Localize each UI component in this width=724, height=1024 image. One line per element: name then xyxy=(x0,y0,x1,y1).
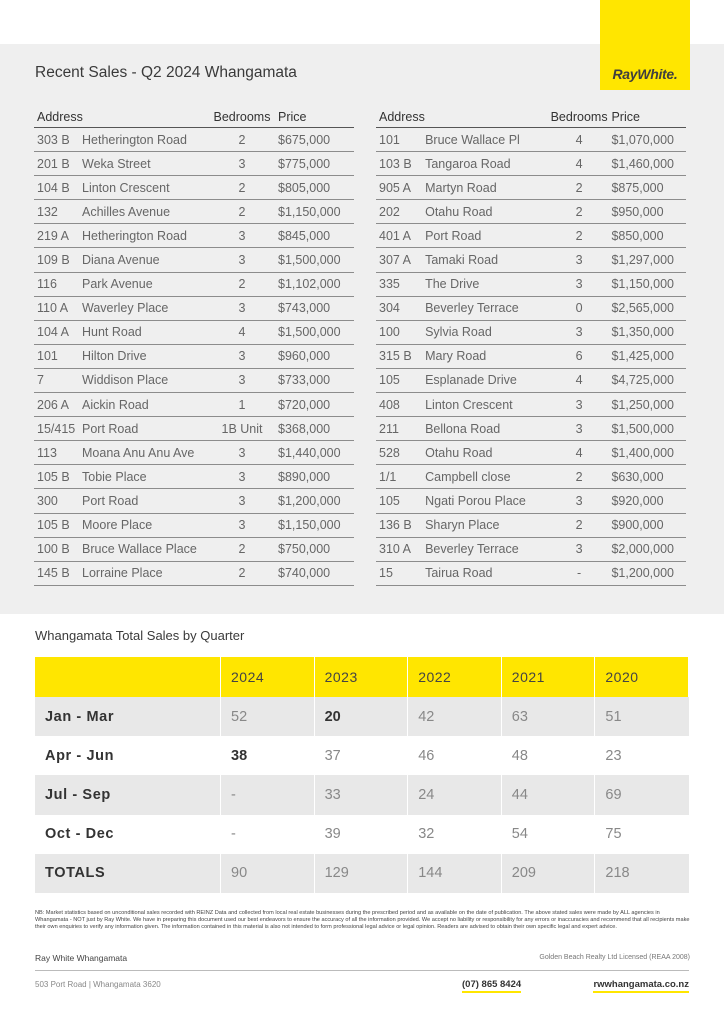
table-row xyxy=(376,297,686,321)
quarter-table-header xyxy=(35,657,689,697)
street-number: 116 xyxy=(37,277,57,292)
price-value: $845,000 xyxy=(278,228,331,243)
price-value: $4,725,000 xyxy=(611,373,675,388)
bedrooms-value: 4 xyxy=(238,325,246,340)
table-row xyxy=(376,200,686,224)
header-blank xyxy=(35,657,221,697)
price-value: $1,440,000 xyxy=(278,445,341,460)
price-value: $750,000 xyxy=(278,542,331,557)
street-number: 300 xyxy=(37,493,58,508)
street-name: Bruce Wallace Place xyxy=(82,542,197,557)
table-row xyxy=(34,297,354,321)
street-name: Aickin Road xyxy=(82,397,149,412)
bedrooms-value: 2 xyxy=(575,469,583,484)
street-number: 303 B xyxy=(37,132,70,147)
price-value: $368,000 xyxy=(278,421,331,436)
quarter-value: 37 xyxy=(315,736,409,775)
price-value: $960,000 xyxy=(278,349,331,364)
street-name: Tobie Place xyxy=(82,469,147,484)
price-value: $890,000 xyxy=(278,469,331,484)
street-name: Hunt Road xyxy=(82,325,142,340)
table-row xyxy=(34,393,354,417)
bedrooms-value: 3 xyxy=(238,301,246,316)
bedrooms-value: 3 xyxy=(575,397,583,412)
table-row xyxy=(376,224,686,248)
bedrooms-value: 3 xyxy=(238,253,246,268)
street-number: 905 A xyxy=(379,180,411,195)
price-value: $1,250,000 xyxy=(611,397,675,412)
street-number: 104 B xyxy=(37,180,70,195)
street-number: 136 B xyxy=(379,518,412,533)
price-value: $1,297,000 xyxy=(611,253,675,268)
table-row xyxy=(34,465,354,489)
street-name: Moana Anu Anu Ave xyxy=(82,445,195,460)
price-value: $1,150,000 xyxy=(611,277,675,292)
quarter-value: 129 xyxy=(315,854,409,893)
street-number: 104 A xyxy=(37,325,69,340)
price-value: $1,350,000 xyxy=(611,325,675,340)
street-number: 1/1 xyxy=(379,469,397,484)
bedrooms-value: 3 xyxy=(575,421,583,436)
price-value: $743,000 xyxy=(278,301,331,316)
quarter-value: 23 xyxy=(605,747,622,764)
quarter-row xyxy=(35,697,689,736)
bedrooms-value: 2 xyxy=(238,542,246,557)
header-price: Price xyxy=(278,109,307,124)
table-row xyxy=(376,248,686,272)
street-number: 105 B xyxy=(37,518,70,533)
sales-table-header xyxy=(34,106,354,128)
bedrooms-value: 2 xyxy=(238,566,246,581)
price-value: $1,400,000 xyxy=(611,445,675,460)
price-value: $1,200,000 xyxy=(611,566,675,581)
quarter-sales-table xyxy=(35,657,689,893)
bedrooms-value: 4 xyxy=(575,132,583,147)
price-value: $2,000,000 xyxy=(611,542,675,557)
quarter-value: 52 xyxy=(221,697,315,736)
street-number: 211 xyxy=(379,421,399,436)
street-number: 528 xyxy=(379,445,400,460)
quarter-value: 218 xyxy=(605,865,630,882)
street-name: Mary Road xyxy=(425,349,487,364)
street-number: 310 A xyxy=(379,542,411,557)
bedrooms-value: 2 xyxy=(238,180,246,195)
street-name: Park Avenue xyxy=(82,277,153,292)
table-row xyxy=(376,321,686,345)
price-value: $1,500,000 xyxy=(611,421,675,436)
street-number: 103 B xyxy=(379,156,412,171)
street-name: Waverley Place xyxy=(82,301,169,316)
price-value: $900,000 xyxy=(611,518,664,533)
street-name: Otahu Road xyxy=(425,204,493,219)
year-header: 2021 xyxy=(502,657,596,697)
table-row xyxy=(376,441,686,465)
street-name: Port Road xyxy=(425,228,482,243)
bedrooms-value: 3 xyxy=(575,253,583,268)
bedrooms-value: 1 xyxy=(238,397,246,412)
header-bedrooms: Bedrooms xyxy=(213,109,271,124)
table-row xyxy=(376,489,686,513)
street-name: Achilles Avenue xyxy=(82,204,171,219)
quarter-value: 69 xyxy=(605,786,622,803)
quarter-value: 24 xyxy=(408,775,502,814)
street-name: Sylvia Road xyxy=(425,325,492,340)
table-row xyxy=(376,128,686,152)
bedrooms-value: 2 xyxy=(575,204,583,219)
street-name: Hilton Drive xyxy=(82,349,147,364)
phone-link[interactable]: (07) 865 8424 xyxy=(462,979,521,993)
street-name: Hetherington Road xyxy=(82,132,187,147)
quarter-table-title: Whangamata Total Sales by Quarter xyxy=(35,628,245,643)
bedrooms-value: 2 xyxy=(238,204,246,219)
street-number: 15 xyxy=(379,566,393,581)
quarter-value: 63 xyxy=(502,697,596,736)
street-number: 408 xyxy=(379,397,400,412)
price-value: $733,000 xyxy=(278,373,331,388)
quarter-value: - xyxy=(221,775,315,814)
price-value: $850,000 xyxy=(611,228,664,243)
street-name: Lorraine Place xyxy=(82,566,163,581)
street-number: 101 xyxy=(379,132,400,147)
street-number: 7 xyxy=(37,373,44,388)
quarter-value: 48 xyxy=(502,736,596,775)
bedrooms-value: 3 xyxy=(575,493,583,508)
street-number: 100 xyxy=(379,325,400,340)
street-name: Diana Avenue xyxy=(82,253,160,268)
table-row xyxy=(34,321,354,345)
price-value: $1,460,000 xyxy=(611,156,675,171)
street-name: Hetherington Road xyxy=(82,228,187,243)
header-address: Address xyxy=(37,109,83,124)
price-value: $740,000 xyxy=(278,566,331,581)
quarter-value: 39 xyxy=(315,815,409,854)
table-row xyxy=(34,152,354,176)
bedrooms-value: 2 xyxy=(575,180,583,195)
street-name: Widdison Place xyxy=(82,373,169,388)
price-value: $675,000 xyxy=(278,132,331,147)
table-row xyxy=(376,273,686,297)
quarter-value: 38 xyxy=(221,736,315,775)
sales-table-left xyxy=(34,106,354,586)
street-name: Esplanade Drive xyxy=(425,373,517,388)
table-row xyxy=(34,417,354,441)
year-header: 2023 xyxy=(315,657,409,697)
table-row xyxy=(376,465,686,489)
quarter-value: 51 xyxy=(605,708,622,725)
price-value: $805,000 xyxy=(278,180,331,195)
website-link[interactable]: rwwhangamata.co.nz xyxy=(593,979,689,993)
street-number: 15/415 xyxy=(37,421,76,436)
street-name: Beverley Terrace xyxy=(425,301,519,316)
price-value: $1,425,000 xyxy=(611,349,675,364)
quarter-row xyxy=(35,775,689,814)
ray-white-logo xyxy=(600,0,690,90)
bedrooms-value: 4 xyxy=(575,373,583,388)
logo-text: RayWhite xyxy=(612,66,674,82)
street-number: 109 B xyxy=(37,253,70,268)
table-row xyxy=(34,562,354,586)
table-row xyxy=(376,152,686,176)
table-row xyxy=(376,393,686,417)
sales-table-right xyxy=(376,106,686,586)
price-value: $630,000 xyxy=(611,469,664,484)
street-name: Otahu Road xyxy=(425,445,493,460)
street-name: Port Road xyxy=(82,421,139,436)
bedrooms-value: 3 xyxy=(575,542,583,557)
quarter-label: Jul - Sep xyxy=(35,775,221,814)
bedrooms-value: 1B Unit xyxy=(221,421,263,436)
licence-text: Golden Beach Realty Ltd Licensed (REAA 2008) xyxy=(539,954,690,961)
street-number: 304 xyxy=(379,301,400,316)
street-number: 145 B xyxy=(37,566,70,581)
street-number: 100 B xyxy=(37,542,70,557)
price-value: $775,000 xyxy=(278,156,331,171)
logo-dot: . xyxy=(673,66,678,82)
table-row xyxy=(376,538,686,562)
quarter-value: 209 xyxy=(502,854,596,893)
bedrooms-value: 2 xyxy=(238,277,246,292)
bedrooms-value: 4 xyxy=(575,156,583,171)
bedrooms-value: - xyxy=(577,566,582,581)
table-row xyxy=(376,176,686,200)
street-name: Tamaki Road xyxy=(425,253,499,268)
table-row xyxy=(34,224,354,248)
quarter-row xyxy=(35,736,689,775)
price-value: $875,000 xyxy=(611,180,664,195)
price-value: $1,500,000 xyxy=(278,253,341,268)
price-value: $950,000 xyxy=(611,204,664,219)
street-name: Bruce Wallace Pl xyxy=(425,132,520,147)
office-address: 503 Port Road | Whangamata 3620 xyxy=(35,980,161,989)
table-row xyxy=(34,248,354,272)
quarter-value: - xyxy=(221,815,315,854)
table-row xyxy=(34,128,354,152)
street-name: Bellona Road xyxy=(425,421,501,436)
header-address: Address xyxy=(379,109,425,124)
street-name: The Drive xyxy=(425,277,480,292)
price-value: $920,000 xyxy=(611,493,664,508)
street-number: 335 xyxy=(379,277,400,292)
price-value: $720,000 xyxy=(278,397,331,412)
table-row xyxy=(34,489,354,513)
bedrooms-value: 3 xyxy=(238,493,246,508)
street-number: 132 xyxy=(37,204,58,219)
header-price: Price xyxy=(611,109,640,124)
street-name: Martyn Road xyxy=(425,180,497,195)
street-name: Tairua Road xyxy=(425,566,493,581)
quarter-value: 33 xyxy=(315,775,409,814)
street-name: Campbell close xyxy=(425,469,511,484)
bedrooms-value: 3 xyxy=(575,277,583,292)
street-number: 105 xyxy=(379,493,400,508)
table-row xyxy=(34,176,354,200)
quarter-value: 44 xyxy=(502,775,596,814)
table-row xyxy=(34,345,354,369)
street-name: Moore Place xyxy=(82,518,153,533)
table-row xyxy=(34,369,354,393)
table-row xyxy=(376,417,686,441)
year-header: 2020 xyxy=(595,657,689,697)
street-name: Linton Crescent xyxy=(82,180,170,195)
quarter-row xyxy=(35,815,689,854)
street-number: 113 xyxy=(37,445,57,460)
price-value: $1,070,000 xyxy=(611,132,675,147)
quarter-value: 42 xyxy=(408,697,502,736)
street-number: 202 xyxy=(379,204,400,219)
table-row xyxy=(376,345,686,369)
bedrooms-value: 3 xyxy=(238,445,246,460)
table-row xyxy=(376,369,686,393)
bedrooms-value: 3 xyxy=(238,469,246,484)
street-name: Weka Street xyxy=(82,156,151,171)
quarter-label: TOTALS xyxy=(35,854,221,893)
street-number: 206 A xyxy=(37,397,69,412)
bedrooms-value: 2 xyxy=(575,228,583,243)
street-number: 101 xyxy=(37,349,58,364)
price-value: $1,150,000 xyxy=(278,518,341,533)
price-value: $2,565,000 xyxy=(611,301,675,316)
bedrooms-value: 2 xyxy=(575,518,583,533)
quarter-value: 46 xyxy=(408,736,502,775)
price-value: $1,500,000 xyxy=(278,325,341,340)
table-row xyxy=(34,273,354,297)
table-row xyxy=(34,200,354,224)
street-number: 105 B xyxy=(37,469,70,484)
street-number: 315 B xyxy=(379,349,412,364)
quarter-value: 32 xyxy=(408,815,502,854)
price-value: $1,200,000 xyxy=(278,493,341,508)
table-row xyxy=(376,514,686,538)
bedrooms-value: 6 xyxy=(575,349,583,364)
page-title: Recent Sales - Q2 2024 Whangamata xyxy=(35,64,297,81)
quarter-value: 90 xyxy=(221,854,315,893)
bedrooms-value: 4 xyxy=(575,445,583,460)
quarter-label: Jan - Mar xyxy=(35,697,221,736)
price-value: $1,102,000 xyxy=(278,277,341,292)
disclaimer-text: NB: Market statistics based on unconditional sales recorded with REINZ Data and collected from local real estate businesses during the prescribed period and as available on the date of publication. The above stated sales were made by ALL agencies in Whangamata - NOT just by Ray White. We have in preparing this document used our best endeavors to ensure the accuracy of all the information provided. We accept no liability or responsibility for any errors or inaccuracies and recommend that all recipients make their own enquiries to verify any information given. The information contained in this material is also not intended to form professional legal advice or legal opinion. Readers are advised to obtain their own specific legal and expert advice. xyxy=(35,910,690,931)
quarter-value: 20 xyxy=(315,697,409,736)
table-row xyxy=(376,562,686,586)
table-row xyxy=(34,538,354,562)
quarter-value: 54 xyxy=(502,815,596,854)
table-row xyxy=(34,514,354,538)
quarter-value: 75 xyxy=(605,826,622,843)
bedrooms-value: 3 xyxy=(238,156,246,171)
quarter-label: Oct - Dec xyxy=(35,815,221,854)
street-number: 110 A xyxy=(37,301,69,316)
street-number: 201 B xyxy=(37,156,70,171)
bedrooms-value: 2 xyxy=(238,132,246,147)
street-name: Tangaroa Road xyxy=(425,156,511,171)
office-name: Ray White Whangamata xyxy=(35,953,128,963)
bedrooms-value: 0 xyxy=(575,301,583,316)
street-name: Linton Crescent xyxy=(425,397,513,412)
street-number: 307 A xyxy=(379,253,411,268)
quarter-row xyxy=(35,854,689,893)
year-header: 2024 xyxy=(221,657,315,697)
street-number: 219 A xyxy=(37,228,69,243)
quarter-value: 144 xyxy=(408,854,502,893)
bedrooms-value: 3 xyxy=(238,349,246,364)
sales-table-header xyxy=(376,106,686,128)
quarter-label: Apr - Jun xyxy=(35,736,221,775)
header-bedrooms: Bedrooms xyxy=(550,109,608,124)
table-row xyxy=(34,441,354,465)
street-name: Ngati Porou Place xyxy=(425,493,526,508)
street-name: Port Road xyxy=(82,493,139,508)
street-name: Beverley Terrace xyxy=(425,542,519,557)
bedrooms-value: 3 xyxy=(238,518,246,533)
price-value: $1,150,000 xyxy=(278,204,341,219)
footer-divider xyxy=(35,970,689,971)
bedrooms-value: 3 xyxy=(238,228,246,243)
street-number: 401 A xyxy=(379,228,411,243)
bedrooms-value: 3 xyxy=(238,373,246,388)
street-name: Sharyn Place xyxy=(425,518,500,533)
bedrooms-value: 3 xyxy=(575,325,583,340)
year-header: 2022 xyxy=(408,657,502,697)
street-number: 105 xyxy=(379,373,400,388)
